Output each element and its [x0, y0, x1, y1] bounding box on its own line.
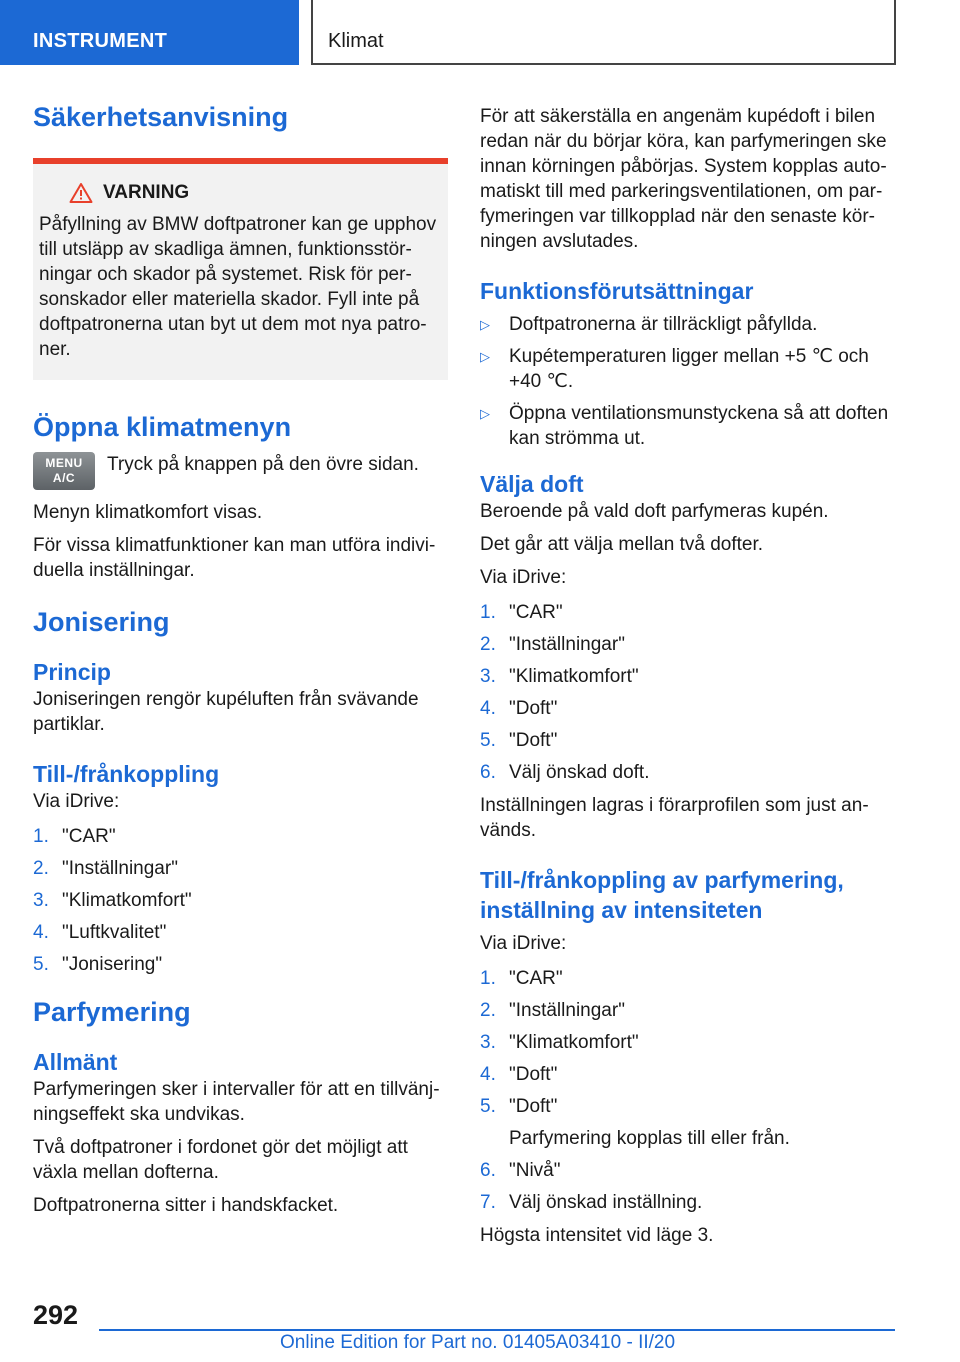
intensity-steps-list	[480, 966, 895, 1215]
step-number: 2.	[480, 1000, 496, 1021]
step-text: "Doft"	[509, 1096, 558, 1117]
list-item	[33, 920, 448, 945]
page-number: 292	[33, 1300, 79, 1330]
perfume-heading: Parfymering	[33, 997, 191, 1027]
step-text: "CAR"	[62, 826, 116, 847]
step-text: "Klimatkomfort"	[509, 666, 639, 687]
requirement-text: Öppna ventilationsmunstyckena så att doften kan strömma ut.	[509, 403, 889, 449]
choose-after-text: Inställningen lagras i förarprofilen som just används.	[480, 795, 869, 841]
step-number: 1.	[480, 968, 496, 989]
step-text: "Inställningar"	[509, 1000, 625, 1021]
warning-title: VARNING	[103, 182, 190, 203]
list-item	[480, 401, 895, 451]
toggle-heading: Till-/frånkoppling	[33, 761, 220, 787]
step-text: "Doft"	[509, 698, 558, 719]
list-item	[480, 998, 895, 1023]
warning-box	[33, 158, 448, 380]
list-item	[480, 344, 895, 394]
step-number: 5.	[480, 730, 496, 751]
general-heading: Allmänt	[33, 1049, 118, 1075]
warning-header	[69, 182, 438, 204]
footer-divider	[99, 1329, 895, 1331]
section-tab: INSTRUMENT	[0, 0, 299, 65]
choose-scent-heading: Välja doft	[480, 471, 584, 497]
toggle-steps-list	[33, 824, 448, 977]
step-number: 6.	[480, 762, 496, 783]
general-paragraph-1: Parfymeringen sker i intervaller för att en tillvänjningseffekt ska undvikas.	[33, 1079, 440, 1125]
list-item	[480, 760, 895, 785]
list-item	[480, 312, 895, 337]
list-item	[480, 1062, 895, 1087]
list-item	[33, 856, 448, 881]
list-item	[480, 1158, 895, 1183]
safety-heading: Säkerhetsanvisning	[33, 102, 289, 132]
step-number: 3.	[480, 1032, 496, 1053]
step-text: "CAR"	[509, 968, 563, 989]
list-item	[480, 696, 895, 721]
step-subtext: Parfymering kopplas till eller från.	[509, 1128, 790, 1149]
requirements-list	[480, 312, 895, 451]
step-number: 2.	[33, 858, 49, 879]
step-text: "Jonisering"	[62, 954, 163, 975]
step-number: 5.	[33, 954, 49, 975]
requirement-text: Kupétemperaturen ligger mellan +5 ℃ och +40 ℃.	[509, 346, 869, 392]
general-paragraph-2: Två doftpatroner i fordonet gör det möjligt att växla mellan dofterna.	[33, 1137, 408, 1183]
step-text: "Inställningar"	[509, 634, 625, 655]
chapter-title: Klimat	[311, 0, 896, 65]
open-climate-menu-heading: Öppna klimatmenyn	[33, 412, 292, 442]
step-number: 2.	[480, 634, 496, 655]
step-number: 4.	[480, 698, 496, 719]
list-item	[480, 1190, 895, 1215]
toggle-via: Via iDrive:	[33, 791, 120, 812]
menu-button-line1: MENU	[45, 456, 83, 470]
intensity-via: Via iDrive:	[480, 933, 567, 954]
bullet-arrow-icon: ▷	[480, 349, 490, 364]
step-number: 4.	[480, 1064, 496, 1085]
list-item	[33, 824, 448, 849]
intensity-after-text: Högsta intensitet vid läge 3.	[480, 1225, 714, 1246]
step-text: "Klimatkomfort"	[509, 1032, 639, 1053]
step-number: 7.	[480, 1192, 496, 1213]
right-column	[480, 104, 895, 1256]
list-item	[480, 966, 895, 991]
bullet-arrow-icon: ▷	[480, 406, 490, 421]
step-text: "Doft"	[509, 730, 558, 751]
warning-triangle-icon	[69, 182, 93, 204]
step-text: Välj önskad inställning.	[509, 1192, 703, 1213]
step-number: 6.	[480, 1160, 496, 1181]
general-paragraph-3: Doftpatronerna sitter i handskfacket.	[33, 1195, 339, 1216]
requirements-heading: Funktionsförutsättningar	[480, 278, 754, 304]
principle-heading: Princip	[33, 659, 111, 685]
step-text: "Inställningar"	[62, 858, 178, 879]
intro-paragraph: För att säkerställa en angenäm kupédoft i bilen redan när du börjar köra, kan parfymeringen ske innan körningen påbörjas. System kopplas automatiskt till med parkeringsventilationen, om parfymeringen var tillkopplad när den senaste körningen avslutades.	[480, 106, 887, 252]
list-item	[480, 1094, 895, 1151]
list-item	[480, 600, 895, 625]
step-text: "Nivå"	[509, 1160, 561, 1181]
menu-button-line2: A/C	[52, 471, 76, 485]
left-column	[33, 100, 448, 1226]
list-item	[480, 1030, 895, 1055]
list-item	[480, 664, 895, 689]
choose-steps-list	[480, 600, 895, 785]
step-number: 1.	[33, 826, 49, 847]
step-number: 1.	[480, 602, 496, 623]
open-paragraph-2: För vissa klimatfunktioner kan man utföra individuella inställningar.	[33, 535, 436, 581]
step-number: 5.	[480, 1096, 496, 1117]
step-number: 4.	[33, 922, 49, 943]
list-item	[33, 888, 448, 913]
menu-instruction-row	[33, 452, 448, 490]
list-item	[33, 952, 448, 977]
open-paragraph-1: Menyn klimatkomfort visas.	[33, 502, 263, 523]
list-item	[480, 728, 895, 753]
principle-text: Joniseringen rengör kupéluften från svävande partiklar.	[33, 689, 419, 735]
step-text: "Doft"	[509, 1064, 558, 1085]
menu-ac-button-icon	[33, 452, 95, 490]
list-item	[480, 632, 895, 657]
step-text: "CAR"	[509, 602, 563, 623]
step-text: "Klimatkomfort"	[62, 890, 192, 911]
bullet-arrow-icon: ▷	[480, 317, 490, 332]
intensity-heading: Till-/frånkoppling av parfymering, inställning av intensiteten	[480, 867, 844, 923]
step-number: 3.	[480, 666, 496, 687]
warning-text: Påfyllning av BMW doftpatroner kan ge upphov till utsläpp av skadliga ämnen, funktionsstörningar och skador på systemet. Risk för personskador eller materiella skador. Fyll inte på doftpatronerna utan byt ut dem mot nya patroner.	[39, 214, 437, 360]
footer-edition: Online Edition for Part no. 01405A03410 - II/20	[280, 1332, 676, 1353]
choose-paragraph-2: Det går att välja mellan två dofter.	[480, 534, 764, 555]
open-instruction: Tryck på knappen på den övre sidan.	[107, 454, 419, 475]
choose-via: Via iDrive:	[480, 567, 567, 588]
step-content	[509, 1094, 790, 1151]
ionization-heading: Jonisering	[33, 607, 170, 637]
requirement-text: Doftpatronerna är tillräckligt påfyllda.	[509, 314, 818, 335]
choose-paragraph-1: Beroende på vald doft parfymeras kupén.	[480, 501, 829, 522]
step-text: Välj önskad doft.	[509, 762, 650, 783]
step-number: 3.	[33, 890, 49, 911]
step-text: "Luftkvalitet"	[62, 922, 167, 943]
